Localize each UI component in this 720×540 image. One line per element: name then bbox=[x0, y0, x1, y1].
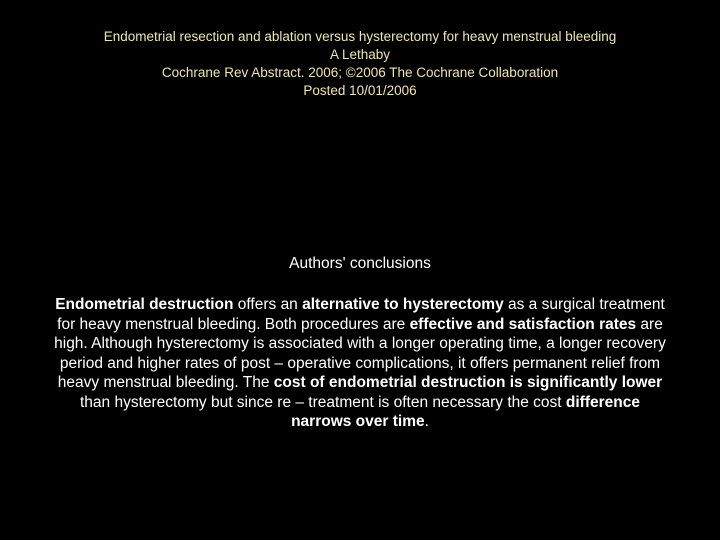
emphasis-alternative: alternative to hysterectomy bbox=[302, 296, 504, 313]
citation-header bbox=[0, 28, 720, 100]
article-author: A Lethaby bbox=[329, 47, 391, 62]
text-segment: offers an bbox=[233, 296, 303, 313]
emphasis-effective: effective and satisfaction rates bbox=[409, 315, 637, 333]
emphasis-cost: cost of endometrial destruction is significantly lower bbox=[273, 374, 663, 391]
posted-date: Posted 10/01/2006 bbox=[303, 83, 417, 98]
text-segment: than hysterectomy but since re – treatment is often necessary the cost bbox=[80, 393, 566, 411]
conclusions-heading: Authors' conclusions bbox=[289, 255, 431, 272]
emphasis-endometrial-destruction: Endometrial destruction bbox=[55, 296, 234, 313]
text-segment: . bbox=[424, 413, 429, 430]
text-segment: are high. Although hysterectomy is associated with a longer operating time, a longer recovery period and higher rates of post – operative complications, it offers permanent relief from heavy menstrual bleeding. The bbox=[54, 315, 666, 391]
text-segment: as a surgical treatment for heavy menstrual bleeding. Both procedures are bbox=[57, 296, 665, 333]
conclusions-text bbox=[50, 295, 670, 432]
emphasis-difference: difference narrows over time bbox=[291, 393, 640, 430]
article-title: Endometrial resection and ablation versus hysterectomy for heavy menstrual bleeding bbox=[103, 29, 617, 44]
article-citation: Cochrane Rev Abstract. 2006; ©2006 The Cochrane Collaboration bbox=[161, 65, 559, 80]
